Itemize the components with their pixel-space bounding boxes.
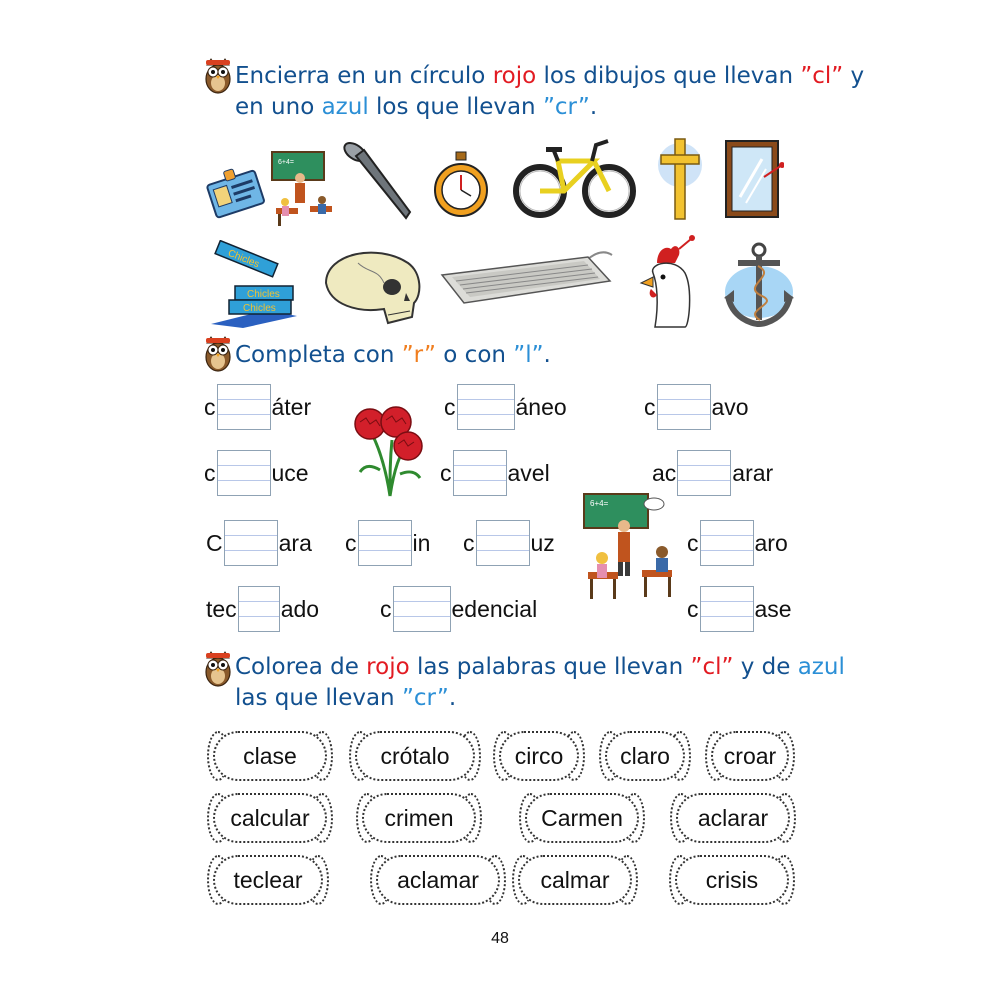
answer-box[interactable] (224, 520, 278, 566)
classroom-icon (270, 150, 338, 230)
fill-item: c avel (440, 450, 550, 496)
owl-icon (203, 333, 233, 373)
answer-box[interactable] (217, 384, 271, 430)
answer-box[interactable] (700, 520, 754, 566)
fill-item: c áneo (444, 384, 567, 430)
word-cloud-circo[interactable]: circo (499, 731, 579, 781)
answer-box[interactable] (457, 384, 515, 430)
fill-item: c avo (644, 384, 749, 430)
owl-icon (203, 648, 233, 688)
word-cloud-calmar[interactable]: calmar (518, 855, 632, 905)
credential-icon (205, 165, 267, 225)
mirror-icon (722, 137, 784, 221)
fill-item: c aro (687, 520, 788, 566)
word-cloud-aclamar[interactable]: aclamar (376, 855, 500, 905)
fill-item: C ara (206, 520, 312, 566)
word-cloud-aclarar[interactable]: aclarar (676, 793, 790, 843)
answer-box[interactable] (700, 586, 754, 632)
word-cloud-crotalo[interactable]: crótalo (355, 731, 475, 781)
word-cloud-crimen[interactable]: crimen (362, 793, 476, 843)
stopwatch-icon (433, 150, 489, 220)
bicycle-icon (512, 133, 637, 223)
carnation-icon (350, 400, 430, 500)
fill-item: ac arar (652, 450, 773, 496)
word-cloud-teclear[interactable]: teclear (213, 855, 323, 905)
skull-icon (318, 243, 426, 327)
instruction-1-line-1: Encierra en un círculo rojo los dibujos que llevan ”cl” y (235, 63, 865, 89)
fill-item: tec ado (206, 586, 319, 632)
instruction-3-line-1: Colorea de rojo las palabras que llevan ”cl” y de azul (235, 654, 845, 680)
rooster-icon (635, 233, 700, 328)
fill-item: c uce (204, 450, 309, 496)
gum-label: Chicles (226, 247, 261, 271)
word-cloud-clase[interactable]: clase (213, 731, 327, 781)
answer-box[interactable] (657, 384, 711, 430)
answer-box[interactable] (393, 586, 451, 632)
keyboard-icon (438, 247, 613, 307)
word-cloud-crisis[interactable]: crisis (675, 855, 789, 905)
svg-text:6+4=: 6+4= (590, 499, 609, 508)
svg-text:6+4=: 6+4= (278, 159, 294, 166)
answer-box[interactable] (677, 450, 731, 496)
instruction-2: Completa con ”r” o con ”l”. (235, 342, 551, 368)
gum-label: Chicles (243, 303, 276, 314)
cross-icon (655, 135, 705, 223)
fill-item: c edencial (380, 586, 537, 632)
word-cloud-calcular[interactable]: calcular (213, 793, 327, 843)
answer-box[interactable] (476, 520, 530, 566)
page-number: 48 (491, 930, 509, 947)
fill-item: c áter (204, 384, 311, 430)
word-cloud-croar[interactable]: croar (711, 731, 789, 781)
instruction-1-line-2: en uno azul los que llevan ”cr”. (235, 94, 598, 120)
fill-item: c ase (687, 586, 792, 632)
instruction-3-line-2: las que llevan ”cr”. (235, 685, 457, 711)
word-cloud-claro[interactable]: claro (605, 731, 685, 781)
anchor-icon (722, 240, 796, 330)
owl-icon (203, 55, 233, 95)
gum-icon (207, 240, 299, 328)
fill-item: c in (345, 520, 430, 566)
answer-box[interactable] (358, 520, 412, 566)
answer-box[interactable] (217, 450, 271, 496)
answer-box[interactable] (453, 450, 507, 496)
classroom-icon (580, 490, 680, 605)
nail-icon (340, 138, 415, 220)
answer-box[interactable] (238, 586, 280, 632)
gum-label: Chicles (247, 289, 280, 300)
fill-item: c uz (463, 520, 555, 566)
word-cloud-carmen[interactable]: Carmen (525, 793, 639, 843)
